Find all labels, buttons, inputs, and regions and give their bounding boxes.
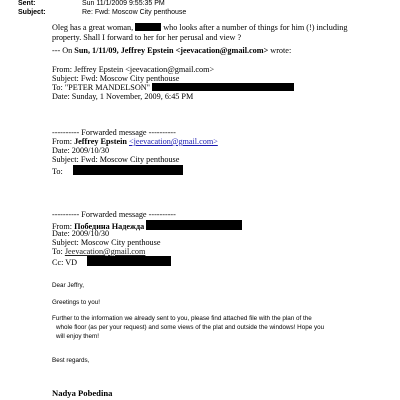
sent-label: Sent: bbox=[18, 0, 36, 7]
body-para-line-2: whole floor (as per your request) and some views of the plat and outside the windows! Hope you bbox=[56, 324, 325, 331]
fwd1-from-email-link[interactable]: <jeevacation@gmail.com> bbox=[128, 137, 218, 146]
sent-row bbox=[18, 0, 165, 7]
fwd2-cc: Cc: VD bbox=[52, 256, 171, 267]
body-para-line-1: Further to the information we already sent to you, please find attached file with the plan of the bbox=[52, 315, 312, 322]
fwd1-from: From: Jeffrey Epstein <jeevacation@gmail.com> bbox=[52, 137, 218, 146]
redaction-box bbox=[146, 220, 242, 230]
quoted-from: From: Jeffrey Epstein <jeevacation@gmail.com> bbox=[52, 65, 215, 74]
closing: Best regards, bbox=[52, 357, 90, 364]
quoted-date: Date: Sunday, 1 November, 2009, 6:45 PM bbox=[52, 92, 194, 101]
intro-line-2: property. Shall I forward to her for her perusal and view ? bbox=[52, 33, 242, 42]
sent-value: Sun 11/1/2009 9:55:35 PM bbox=[82, 0, 165, 7]
quoted-on-line: --- On Sun, 1/11/09, Jeffrey Epstein <jeevacation@gmail.com> wrote: bbox=[52, 46, 292, 55]
signature: Nadya Pobedina bbox=[52, 388, 113, 398]
fwd1-date: Date: 2009/10/30 bbox=[52, 146, 110, 155]
greetings-line: Greetings to you! bbox=[52, 299, 100, 306]
fwd2-divider: ---------- Forwarded message ---------- bbox=[52, 210, 176, 219]
subject-value: Re: Fwd: Moscow City penthouse bbox=[82, 9, 187, 16]
redaction-box bbox=[87, 256, 171, 266]
body-para-line-3: will enjoy them! bbox=[56, 333, 100, 340]
fwd1-subject: Subject: Fwd: Moscow City penthouse bbox=[52, 155, 180, 164]
quoted-subject: Subject: Fwd: Moscow City penthouse bbox=[52, 74, 180, 83]
greeting: Dear Jeffry, bbox=[52, 282, 84, 289]
redaction-box bbox=[135, 23, 161, 31]
fwd2-from: From: Победина Надежда bbox=[52, 220, 242, 231]
fwd1-divider: ---------- Forwarded message ---------- bbox=[52, 128, 176, 137]
redaction-box bbox=[152, 83, 294, 91]
intro-line-1: Oleg has a great woman, who looks after a number of things for him (!) including bbox=[52, 23, 348, 32]
subject-row bbox=[18, 9, 187, 16]
fwd2-subject: Subject: Moscow City penthouse bbox=[52, 238, 161, 247]
fwd1-to: To: bbox=[52, 165, 183, 176]
quoted-to: To: "PETER MANDELSON" bbox=[52, 83, 294, 92]
fwd2-date: Date: 2009/10/30 bbox=[52, 229, 110, 238]
redaction-box bbox=[73, 165, 183, 175]
subject-label: Subject: bbox=[18, 9, 46, 16]
fwd2-to-email-link[interactable]: Jeevacation@gmail.com bbox=[64, 247, 146, 256]
fwd2-to: To: Jeevacation@gmail.com bbox=[52, 247, 146, 256]
